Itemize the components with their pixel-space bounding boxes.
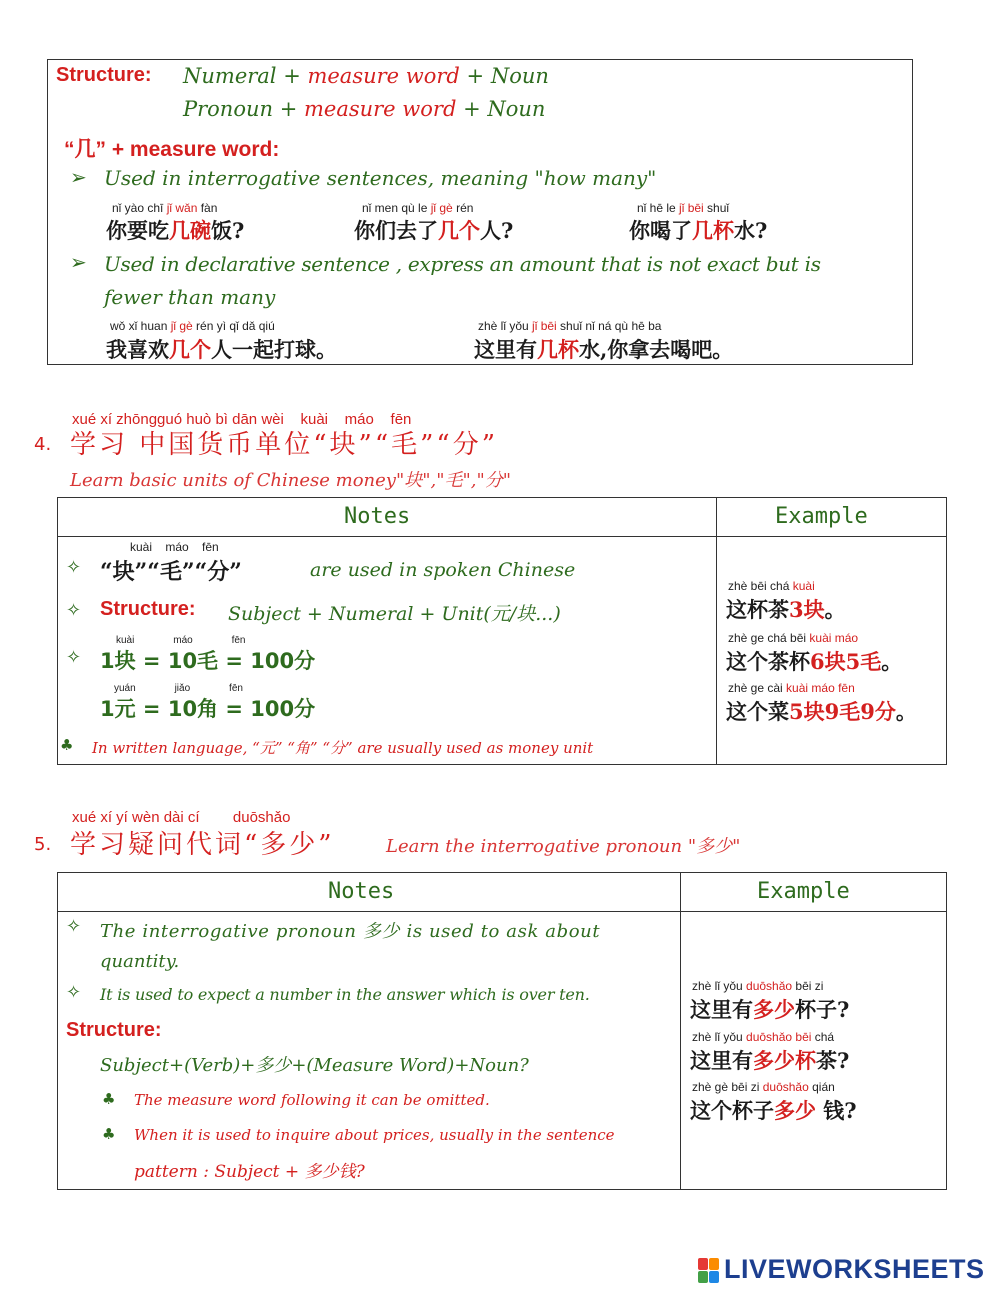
club-bullet-icon: ♣	[60, 736, 74, 754]
structure-formula: Subject + Numeral + Unit(元/块...)	[228, 603, 561, 625]
note-prices: When it is used to inquire about prices, usually in the sentence	[134, 1126, 615, 1144]
note-omitted: The measure word following it can be omitted.	[134, 1091, 490, 1109]
example-sentence: 这里有多少杯子?	[690, 997, 850, 1022]
diamond-bullet-icon: ✧	[66, 557, 82, 578]
bullet-declarative: Used in declarative sentence , express an amount that is not exact but is	[104, 252, 821, 276]
conversion-yuan: 1元 = 10角 = 100分	[100, 697, 316, 721]
diamond-bullet-icon: ✧	[66, 600, 82, 621]
example-pinyin: zhè lǐ yǒu jǐ bēi shuǐ nǐ ná qù hē ba	[478, 319, 662, 333]
example-sentence: 这个茶杯6块5毛。	[726, 649, 903, 674]
example-header: Example	[775, 504, 868, 529]
note-pinyin: kuài máo fēn	[116, 635, 246, 646]
notes-header: Notes	[344, 504, 411, 529]
example-pinyin: nǐ men qù le jǐ gè rén	[362, 201, 474, 215]
example-sentence: 这杯茶3块。	[726, 597, 846, 622]
diamond-bullet-icon: ✧	[66, 647, 82, 668]
structure-label	[56, 64, 152, 87]
measure-word-text: measure word	[303, 97, 457, 121]
example-sentence: 你要吃几碗饭?	[106, 218, 245, 243]
example-pinyin: zhè ge chá bēi kuài máo	[728, 631, 859, 645]
pronoun-text: Pronoun +	[183, 97, 304, 121]
structure-label-text: Structure:	[56, 64, 152, 86]
table-divider	[716, 497, 717, 765]
section4-pinyin: xué xí zhōngguó huò bì dān wèi kuài máo fēn	[72, 411, 412, 428]
structure-line-1	[183, 64, 549, 88]
diamond-bullet-icon: ✧	[66, 916, 82, 937]
notes-header: Notes	[328, 879, 395, 904]
example-pinyin: zhè gè bēi zi duōshǎo qián	[692, 1080, 835, 1094]
structure-label: Structure:	[66, 1019, 162, 1041]
note-over-ten: It is used to expect a number in the answer which is over ten.	[100, 985, 590, 1004]
example-sentence: 这个菜5块9毛9分。	[726, 699, 917, 724]
note-pinyin: yuán jiǎo fēn	[114, 683, 243, 694]
club-bullet-icon: ♣	[102, 1090, 116, 1108]
section5-number: 5.	[34, 834, 52, 855]
ji-heading: “几” + measure word:	[64, 138, 280, 161]
note-prices-cont: pattern : Subject + 多少钱?	[134, 1162, 365, 1182]
example-pinyin: nǐ yào chī jǐ wǎn fàn	[112, 201, 218, 215]
section4-title: 学习 中国货币单位“块”“毛”“分”	[70, 430, 499, 460]
example-pinyin: zhè lǐ yǒu duōshǎo bēi zi	[692, 979, 824, 993]
section5-title: 学习疑问代词“多少”	[70, 830, 335, 860]
table-divider	[680, 872, 681, 1190]
table-divider	[57, 536, 947, 537]
bullet-interrogative: Used in interrogative sentences, meaning "how many"	[104, 166, 657, 190]
example-sentence: 我喜欢几个人一起打球。	[106, 337, 337, 362]
example-sentence: 这里有几杯水,你拿去喝吧。	[474, 337, 734, 362]
noun-text: + Noun	[456, 97, 546, 121]
structure-line-2	[183, 97, 545, 121]
written-language-note: In written language, “元” “角” “分” are usually used as money unit	[92, 739, 594, 757]
note-interrogative: The interrogative pronoun 多少 is used to ask about	[100, 921, 601, 942]
example-sentence: 你们去了几个人?	[354, 218, 514, 243]
section4-subtitle: Learn basic units of Chinese money"块","毛","分"	[70, 470, 512, 491]
club-bullet-icon: ♣	[102, 1125, 116, 1143]
diamond-bullet-icon: ✧	[66, 982, 82, 1003]
noun-text: + Noun	[459, 64, 549, 88]
example-sentence: 这个杯子多少 钱?	[690, 1098, 857, 1123]
section4-number: 4.	[34, 434, 52, 455]
structure-formula: Subject+(Verb)+多少+(Measure Word)+Noun?	[100, 1055, 529, 1076]
example-sentence: 这里有多少杯茶?	[690, 1048, 850, 1073]
conversion-kuai: 1块 = 10毛 = 100分	[100, 649, 316, 673]
arrow-bullet-icon: ➢	[70, 165, 87, 189]
measure-word-text: measure word	[307, 64, 460, 88]
section5-subtitle: Learn the interrogative pronoun "多少"	[386, 836, 741, 857]
table-divider	[57, 911, 947, 912]
example-pinyin: zhè lǐ yǒu duōshǎo bēi chá	[692, 1030, 835, 1044]
arrow-bullet-icon: ➢	[70, 250, 87, 274]
example-header: Example	[757, 879, 850, 904]
bullet-declarative-cont: fewer than many	[104, 285, 276, 309]
liveworksheets-logo[interactable]: LIVEWORKSHEETS	[724, 1254, 985, 1284]
section5-pinyin: xué xí yí wèn dài cí duōshǎo	[72, 809, 291, 826]
structure-label: Structure:	[100, 598, 196, 620]
note-pinyin: kuài máo fēn	[130, 540, 219, 554]
note-interrogative-cont: quantity.	[100, 951, 180, 972]
liveworksheets-logo-icon	[698, 1258, 720, 1284]
example-pinyin: zhè ge cài kuài máo fēn	[728, 681, 855, 695]
note-hanzi: “块”“毛”“分”	[100, 559, 242, 585]
note-spoken-text: are used in spoken Chinese	[310, 559, 576, 581]
example-pinyin: nǐ hē le jǐ bēi shuǐ	[637, 201, 730, 215]
example-sentence: 你喝了几杯水?	[629, 218, 768, 243]
example-pinyin: zhè bēi chá kuài	[728, 579, 815, 593]
numeral-text: Numeral +	[183, 64, 308, 88]
example-pinyin: wǒ xǐ huan jǐ gè rén yì qǐ dǎ qiú	[110, 319, 275, 333]
